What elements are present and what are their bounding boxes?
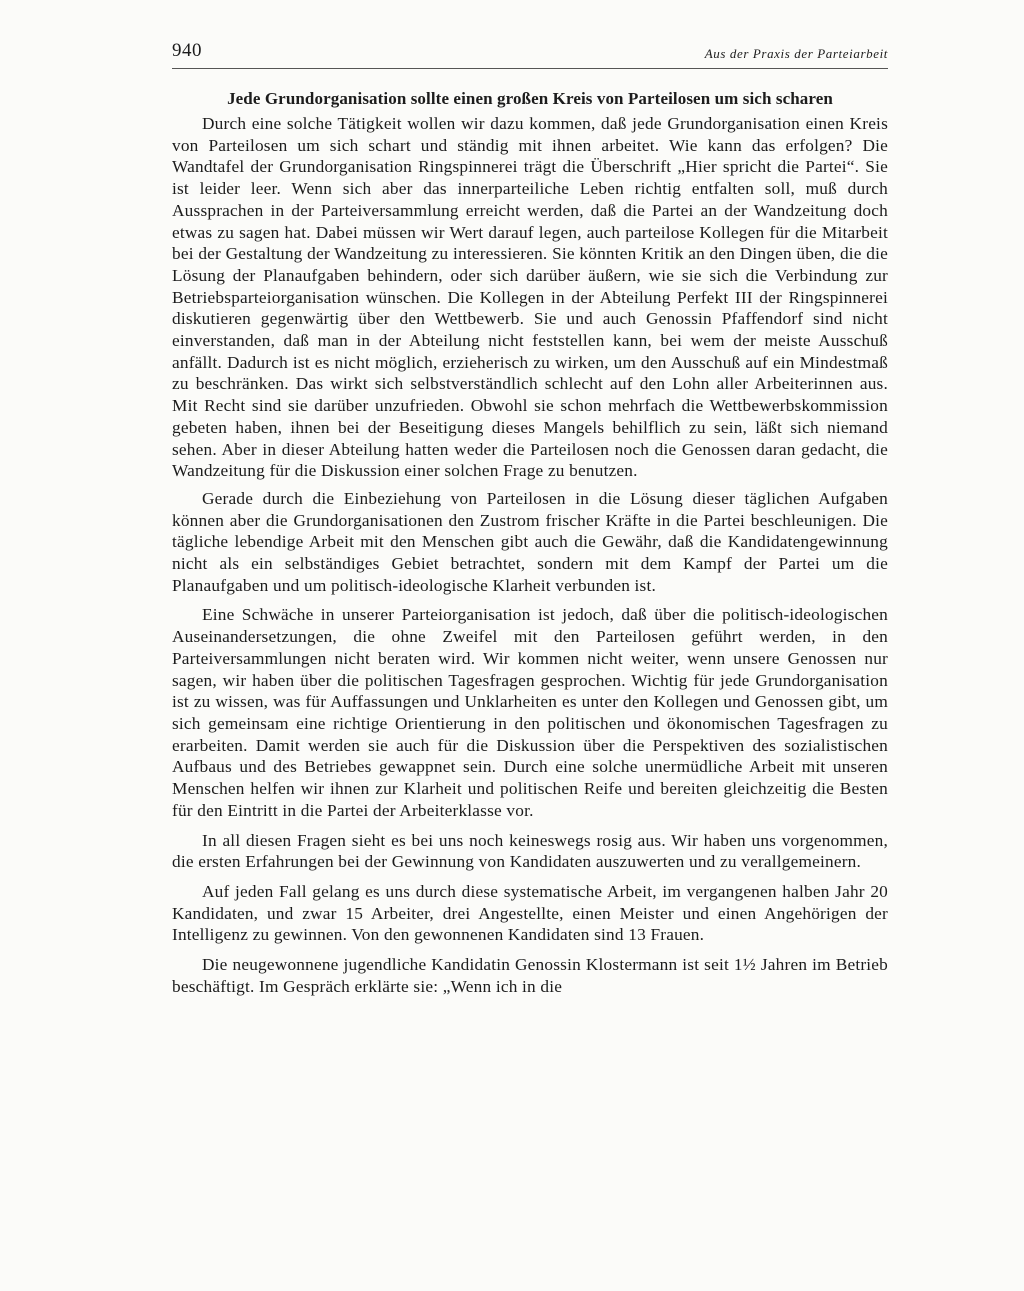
paragraph: Eine Schwäche in unserer Parteiorganisation ist jedoch, daß über die politisch-ideologischen Auseinandersetzungen, die ohne Zweifel mit den Parteilosen geführt werden, in den Parteiversammlungen nicht beraten wird. Wir kommen nicht weiter, wenn unsere Genossen nur sagen, wir haben über die politischen Tagesfragen gesprochen. Wichtig für jede Grundorganisation ist zu wissen, was für Auffassungen und Unklarheiten es unter den Kollegen und Genossen gibt, um sich gemeinsam eine richtige Orientierung in den politischen und ökonomischen Tagesfragen zu erarbeiten. Damit werden sie auch für die Diskussion über die Perspektiven des sozialistischen Aufbaus und des Betriebes gewappnet sein. Durch eine solche unermüdliche Arbeit mit unseren Menschen helfen wir ihnen zur Klarheit und politischen Reife und bereiten gleichzeitig die Besten für den Eintritt in die Partei der Arbeiterklasse vor. <box>172 605 888 820</box>
paragraph: Durch eine solche Tätigkeit wollen wir dazu kommen, daß jede Grundorganisation einen Kreis von Parteilosen um sich schart und ständig mit ihnen arbeitet. Wie kann das erfolgen? Die Wandtafel der Grundorganisation Ringspinnerei trägt die Überschrift „Hier spricht die Partei“. Sie ist leider leer. Wenn sich aber das innerparteiliche Leben richtig entfalten soll, muß durch Aussprachen in der Parteiversammlung erreicht werden, daß die Partei an der Wandzeitung doch etwas zu sagen hat. Dabei müssen wir Wert darauf legen, auch parteilose Kollegen für die Mitarbeit bei der Gestaltung der Wandzeitung zu interessieren. Sie könnten Kritik an den Dingen üben, die die Lösung der Planaufgaben behindern, oder sich darüber äußern, wie sie sich die Verbindung zur Betriebsparteiorganisation wünschen. Die Kollegen in der Abteilung Perfekt III der Ringspinnerei diskutieren gegenwärtig über den Wettbewerb. Sie und auch Genossin Pfaffendorf sind nicht einverstanden, daß man in der Abteilung nicht feststellen kann, bei wem der meiste Ausschuß anfällt. Dadurch ist es nicht möglich, erzieherisch zu wirken, um den Ausschuß auf ein Mindestmaß zu beschränken. Das wirkt sich selbstverständlich schlecht auf den Lohn aller Arbeiterinnen aus. Mit Recht sind sie darüber unzufrieden. Obwohl sie schon mehrfach die Wettbewerbskommission gebeten haben, ihnen bei der Beseitigung dieses Mangels behilflich zu sein, läßt sich niemand sehen. Aber in dieser Abteilung hatten weder die Parteilosen noch die Genossen daran gedacht, die Wandzeitung für die Diskussion einer solchen Frage zu benutzen. <box>172 114 888 481</box>
page-content <box>172 38 888 1005</box>
running-title: Aus der Praxis der Parteiarbeit <box>704 46 888 61</box>
paragraph: Die neugewonnene jugendliche Kandidatin Genossin Klostermann ist seit 1½ Jahren im Betrieb beschäftigt. Im Gespräch erklärte sie: „Wenn ich in die <box>172 955 888 996</box>
paragraph: In all diesen Fragen sieht es bei uns noch keineswegs rosig aus. Wir haben uns vorgenommen, die ersten Erfahrungen bei der Gewinnung von Kandidaten auszuwerten und zu verallgemeinern. <box>172 830 888 872</box>
running-header <box>172 38 888 69</box>
paragraph: Gerade durch die Einbeziehung von Parteilosen in die Lösung dieser täglichen Aufgaben können aber die Grundorganisationen den Zustrom frischer Kräfte in die Partei beschleunigen. Die tägliche lebendige Arbeit mit den Menschen gibt auch die Gewähr, daß die Kandidatengewinnung nicht als ein selbständiges Gebiet betrachtet, sondern mit dem Kampf der Partei um die Planaufgaben und um politisch-ideologische Klarheit verbunden ist. <box>172 488 888 595</box>
paragraph: Auf jeden Fall gelang es uns durch diese systematische Arbeit, im vergangenen halben Jahr 20 Kandidaten, und zwar 15 Arbeiter, drei Angestellte, einen Meister und einen Angehörigen der Intelligenz zu gewinnen. Von den gewonnenen Kandidaten sind 13 Frauen. <box>172 881 888 945</box>
page-number: 940 <box>172 40 202 61</box>
section-heading: Jede Grundorganisation sollte einen großen Kreis von Parteilosen um sich scharen <box>227 89 833 108</box>
